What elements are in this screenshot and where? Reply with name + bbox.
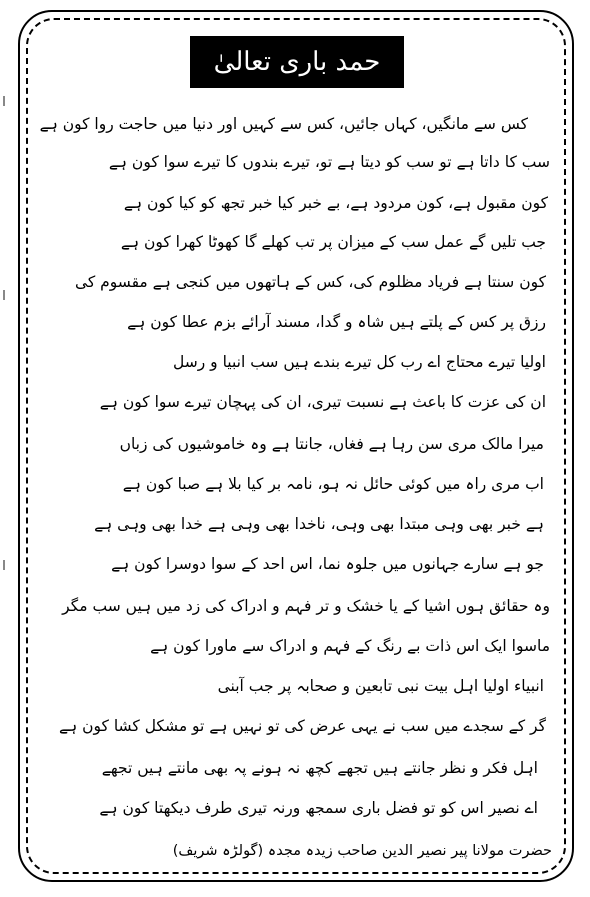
poem-line: ان کی عزت کا باعث ہے نسبت تیری، ان کی پہچان تیرے سوا کون ہے — [99, 393, 546, 411]
poem-line: جب تلیں گے عمل سب کے میزان پر تب کھلے گا کھوٹا کھرا کون ہے — [120, 233, 546, 251]
poem-line: ماسوا ایک اس ذات بے رنگ کے فہم و ادراک سے ماورا کون ہے — [150, 637, 550, 655]
poem-line: اولیا تیرے محتاج اے رب کل تیرے بندے ہیں سب انبیا و رسل — [173, 353, 546, 371]
poem-line: اے نصیر اس کو تو فضل باری سمجھ ورنہ تیری طرف دیکھتا کون ہے — [99, 799, 538, 817]
edge-scan-mark — [3, 560, 5, 570]
page-title: حمد باری تعالیٰ — [213, 47, 381, 77]
edge-scan-mark — [3, 96, 5, 106]
poem-line: گر کے سجدے میں سب نے یہی عرض کی تو نہیں ہے تو مشکل کشا کون ہے — [59, 717, 546, 735]
poem-line: رزق پر کس کے پلتے ہیں شاہ و گدا، مسند آرائے بزم عطا کون ہے — [127, 313, 546, 331]
poem-line: اب مری راہ میں کوئی حائل نہ ہو، نامہ بر کیا بلا ہے صبا کون ہے — [122, 475, 544, 493]
poet-credit: حضرت مولانا پیر نصیر الدین صاحب زیدہ مجدہ (گولڑہ شریف) — [172, 843, 552, 859]
poem-line: انبیاء اولیا اہل بیت نبی تابعین و صحابہ پر جب آبنی — [217, 677, 544, 695]
poem-line: سب کا داتا ہے تو سب کو دیتا ہے تو، تیرے بندوں کا تیرے سوا کون ہے — [108, 153, 550, 171]
poem-line: کون مقبول ہے، کون مردود ہے، بے خبر کیا خبر تجھ کو کیا کون ہے — [123, 194, 548, 212]
poem-line: اہل فکر و نظر جانتے ہیں تجھے کچھ نہ ہونے پہ بھی مانتے ہیں تجھے — [101, 759, 538, 777]
title-banner — [190, 36, 404, 88]
poem-line: وہ حقائق ہوں اشیا کے یا خشک و تر فہم و ادراک کی زد میں ہیں سب مگر — [62, 597, 550, 615]
poem-line: میرا مالک مری سن رہا ہے فغاں، جانتا ہے وہ خاموشیوں کی زباں — [119, 435, 544, 453]
poem-line: جو ہے سارے جہانوں میں جلوہ نما، اس احد کے سوا دوسرا کون ہے — [111, 555, 544, 573]
poem-line: ہے خبر بھی وہی مبتدا بھی وہی، ناخدا بھی وہی ہے خدا بھی وہی ہے — [94, 515, 544, 533]
poem-line: کس سے مانگیں، کہاں جائیں، کس سے کہیں اور دنیا میں حاجت روا کون ہے — [39, 115, 528, 133]
edge-scan-mark — [3, 290, 5, 300]
poem-line: کون سنتا ہے فریاد مظلوم کی، کس کے ہاتھوں میں کنجی ہے مقسوم کی — [74, 273, 546, 291]
